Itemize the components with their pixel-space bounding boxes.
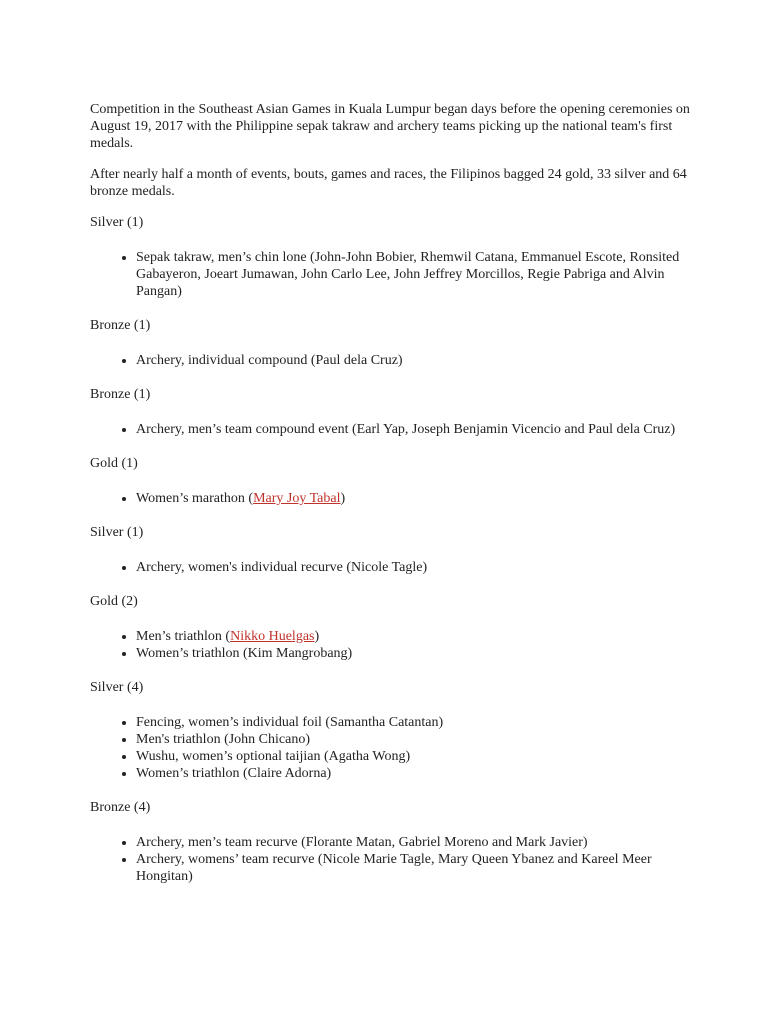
list-item: • Men's triathlon (John Chicano) <box>136 731 690 748</box>
medal-sections <box>90 214 690 885</box>
intro-paragraph: Competition in the Southeast Asian Games in Kuala Lumpur began days before the opening ceremonies on August 19, 2017 with the Philippine sepak takraw and archery teams picking up the national team's first medals. <box>90 102 690 151</box>
list-item-text: ) <box>340 491 346 506</box>
medal-list <box>90 714 690 782</box>
list-item <box>136 490 690 507</box>
list-item: • Archery, individual compound (Paul dela Cruz) <box>136 352 690 369</box>
list-item-text: ) <box>314 629 320 644</box>
medal-list <box>90 628 690 662</box>
medal-list <box>90 490 690 507</box>
athlete-link[interactable]: Mary Joy Tabal <box>253 491 341 506</box>
list-item-text: Women’s marathon ( <box>136 491 254 506</box>
medal-heading: Gold (1) <box>90 456 138 471</box>
medal-list <box>90 559 690 576</box>
medal-heading: Bronze (4) <box>90 800 151 815</box>
medal-list <box>90 421 690 438</box>
medal-heading: Silver (1) <box>90 215 144 230</box>
medal-heading: Silver (4) <box>90 680 144 695</box>
athlete-link[interactable]: Nikko Huelgas <box>230 629 315 644</box>
medal-heading: Gold (2) <box>90 594 138 609</box>
medal-list <box>90 834 690 885</box>
list-item: • Sepak takraw, men’s chin lone (John-John Bobier, Rhemwil Catana, Emmanuel Escote, Ronsited Gabayeron, Joeart Jumawan, John Carlo Lee, John Jeffrey Morcillos, Regie Pabriga and Alvin Pangan) <box>136 249 690 300</box>
list-item: • Archery, men’s team recurve (Florante Matan, Gabriel Moreno and Mark Javier) <box>136 834 690 851</box>
list-item: • Archery, men’s team compound event (Earl Yap, Joseph Benjamin Vicencio and Paul dela Cruz) <box>136 421 690 438</box>
medal-list <box>90 352 690 369</box>
medal-summary-paragraph: After nearly half a month of events, bouts, games and races, the Filipinos bagged 24 gold, 33 silver and 64 bronze medals. <box>90 167 687 199</box>
list-item: • Wushu, women’s optional taijian (Agatha Wong) <box>136 748 690 765</box>
medal-heading: Bronze (1) <box>90 387 151 402</box>
list-item <box>136 628 690 645</box>
document-page <box>90 101 690 902</box>
medal-heading: Silver (1) <box>90 525 144 540</box>
list-item: • Archery, womens’ team recurve (Nicole Marie Tagle, Mary Queen Ybanez and Kareel Meer Hongitan) <box>136 851 690 885</box>
list-item: • Women’s triathlon (Claire Adorna) <box>136 765 690 782</box>
list-item: • Women’s triathlon (Kim Mangrobang) <box>136 645 690 662</box>
medal-heading: Bronze (1) <box>90 318 151 333</box>
list-item: • Fencing, women’s individual foil (Samantha Catantan) <box>136 714 690 731</box>
medal-list <box>90 249 690 300</box>
list-item: • Archery, women's individual recurve (Nicole Tagle) <box>136 559 690 576</box>
list-item-text: Men’s triathlon ( <box>136 629 231 644</box>
